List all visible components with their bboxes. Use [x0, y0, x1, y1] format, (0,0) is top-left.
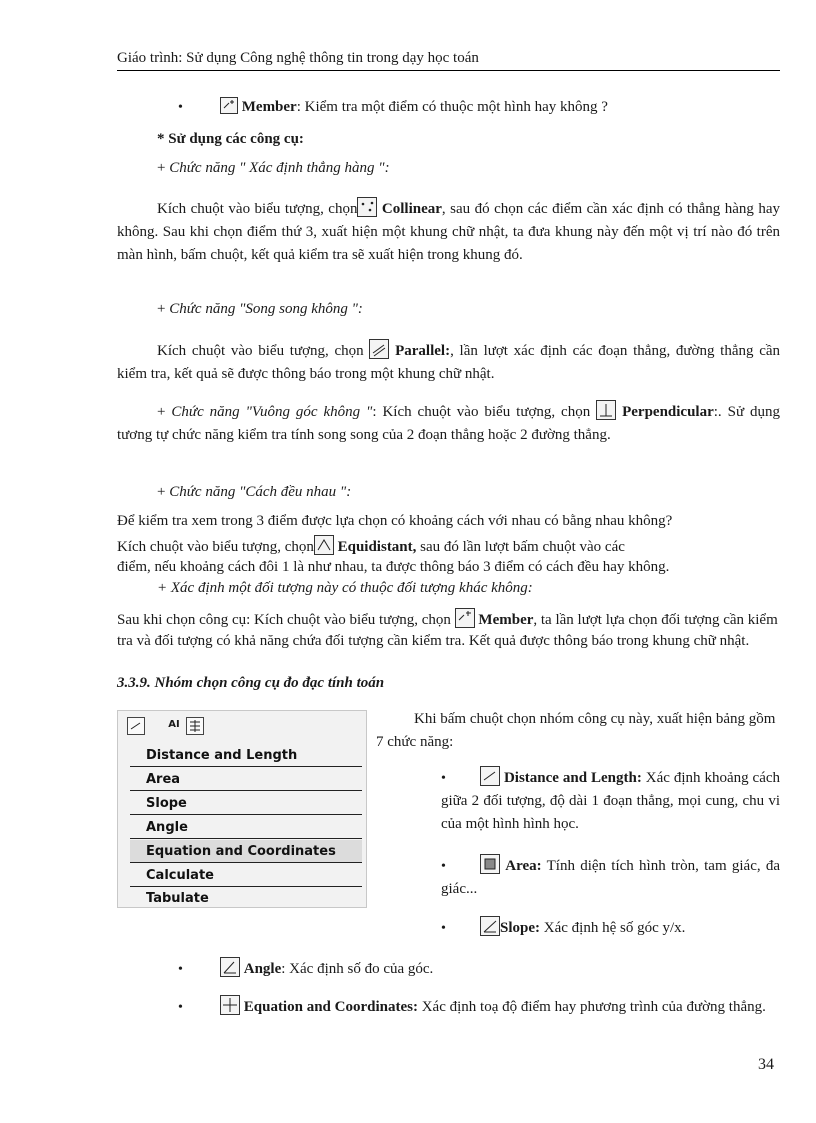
member-object-title: + Xác định một đối tượng này có thuộc đối tượng khác không: — [157, 580, 533, 596]
bullet: • — [441, 771, 446, 786]
perpendicular-icon — [596, 400, 616, 420]
section-intro: Khi bấm chuột chọn nhóm công cụ này, xuất hiện bảng gồm 7 chức năng: — [376, 711, 776, 750]
header-rule — [117, 70, 780, 71]
bullet: • — [178, 962, 183, 977]
equidistant-icon — [314, 535, 334, 555]
collinear-paragraph: Kích chuột vào biểu tượng, chọn Collinear, sau đó chọn các điểm cần xác định có thẳng hàng hay không. Sau khi chọn điểm thứ 3, xuất hiện một khung chữ nhật, ta đưa khung này đến một vị trí nào đó trên màn hình, bấm chuột, kết quả kiểm tra sẽ xuất hiện trong khung đó. — [117, 197, 780, 267]
bullet: • — [441, 859, 446, 874]
member-term: Member — [241, 99, 297, 115]
equidistant-line3: điểm, nếu khoảng cách đôi 1 là như nhau, ta được thông báo 3 điểm có cách đều hay không. — [117, 559, 670, 575]
menu-item-slope[interactable]: Slope — [130, 792, 362, 815]
section-heading: 3.3.9. Nhóm chọn công cụ đo đạc tính toán — [117, 675, 385, 691]
slope-icon — [480, 916, 500, 936]
page-header-title: Giáo trình: Sử dụng Công nghệ thông tin trong dạy học toán — [117, 50, 479, 66]
distance-bullet: Distance and Length: Xác định khoảng cách giữa 2 đối tượng, độ dài 1 đoạn thẳng, mọi cung, chu vi của một hình hình học. — [441, 766, 780, 836]
menu-item-equation-and-coordinates[interactable]: Equation and Coordinates — [130, 840, 362, 863]
parallel-icon — [369, 339, 389, 359]
equidistant-title: + Chức năng "Cách đều nhau ": — [157, 484, 352, 500]
area-bullet: Area: Tính diện tích hình tròn, tam giác, đa giác... — [441, 854, 780, 901]
measure-tools-menu — [117, 710, 367, 908]
equation-icon — [220, 995, 240, 1015]
member-icon — [220, 97, 238, 114]
area-icon — [480, 854, 500, 874]
member-bullet-line — [220, 96, 780, 119]
member-desc: : Kiểm tra một điểm có thuộc một hình hay không ? — [296, 99, 608, 115]
equidistant-line2: Kích chuột vào biểu tượng, chọn Equidistant, sau đó lần lượt bấm chuột vào các — [117, 535, 787, 559]
collinear-title: + Chức năng " Xác định thẳng hàng ": — [157, 160, 390, 176]
bullet: • — [441, 921, 446, 936]
member-paragraph: Sau khi chọn công cụ: Kích chuột vào biểu tượng, chọn Member, ta lần lượt lựa chọn đối tượng cần kiểm tra và đối tượng có khả năng chứa đối tượng cần kiểm tra. Kết quả được thông báo trong khung chữ nhật. — [117, 608, 780, 652]
menu-item-distance-and-length[interactable]: Distance and Length — [130, 744, 362, 767]
perpendicular-paragraph: + Chức năng "Vuông góc không ": Kích chuột vào biểu tượng, chọn Perpendicular:. Sử dụng tương tự chức năng kiểm tra tính song song của 2 đoạn thẳng hoặc 2 đường thẳng. — [117, 400, 780, 447]
equidistant-line1: Để kiểm tra xem trong 3 điểm được lựa chọn có khoảng cách với nhau có bằng nhau không? — [117, 513, 673, 529]
menu-item-calculate[interactable]: Calculate — [130, 864, 362, 887]
parallel-title: + Chức năng "Song song không ": — [157, 301, 363, 317]
page-number: 34 — [758, 1056, 774, 1073]
calculate-tool-icon[interactable]: AI — [168, 719, 180, 730]
menu-item-area[interactable]: Area — [130, 768, 362, 791]
angle-bullet: Angle: Xác định số đo của góc. — [220, 957, 433, 981]
tools-heading: * Sử dụng các công cụ: — [157, 131, 304, 147]
menu-item-tabulate[interactable]: Tabulate — [146, 891, 209, 906]
bullet: • — [178, 100, 183, 115]
menu-item-angle[interactable]: Angle — [130, 816, 362, 839]
angle-icon — [220, 957, 240, 977]
measure-tool-icon[interactable] — [127, 717, 145, 735]
parallel-paragraph: Kích chuột vào biểu tượng, chọn Parallel:, lần lượt xác định các đoạn thẳng, đường thẳng cần kiểm tra, kết quả sẽ được thông báo trong một khung chữ nhật. — [117, 339, 780, 386]
equation-bullet: Equation and Coordinates: Xác định toạ độ điểm hay phương trình của đường thẳng. — [178, 995, 780, 1019]
distance-icon — [480, 766, 500, 786]
slope-bullet: Slope: Xác định hệ số góc y/x. — [480, 916, 685, 940]
bullet: • — [178, 1000, 183, 1015]
tabulate-tool-icon[interactable] — [186, 717, 204, 735]
collinear-icon — [357, 197, 377, 217]
member-object-icon — [455, 608, 475, 628]
